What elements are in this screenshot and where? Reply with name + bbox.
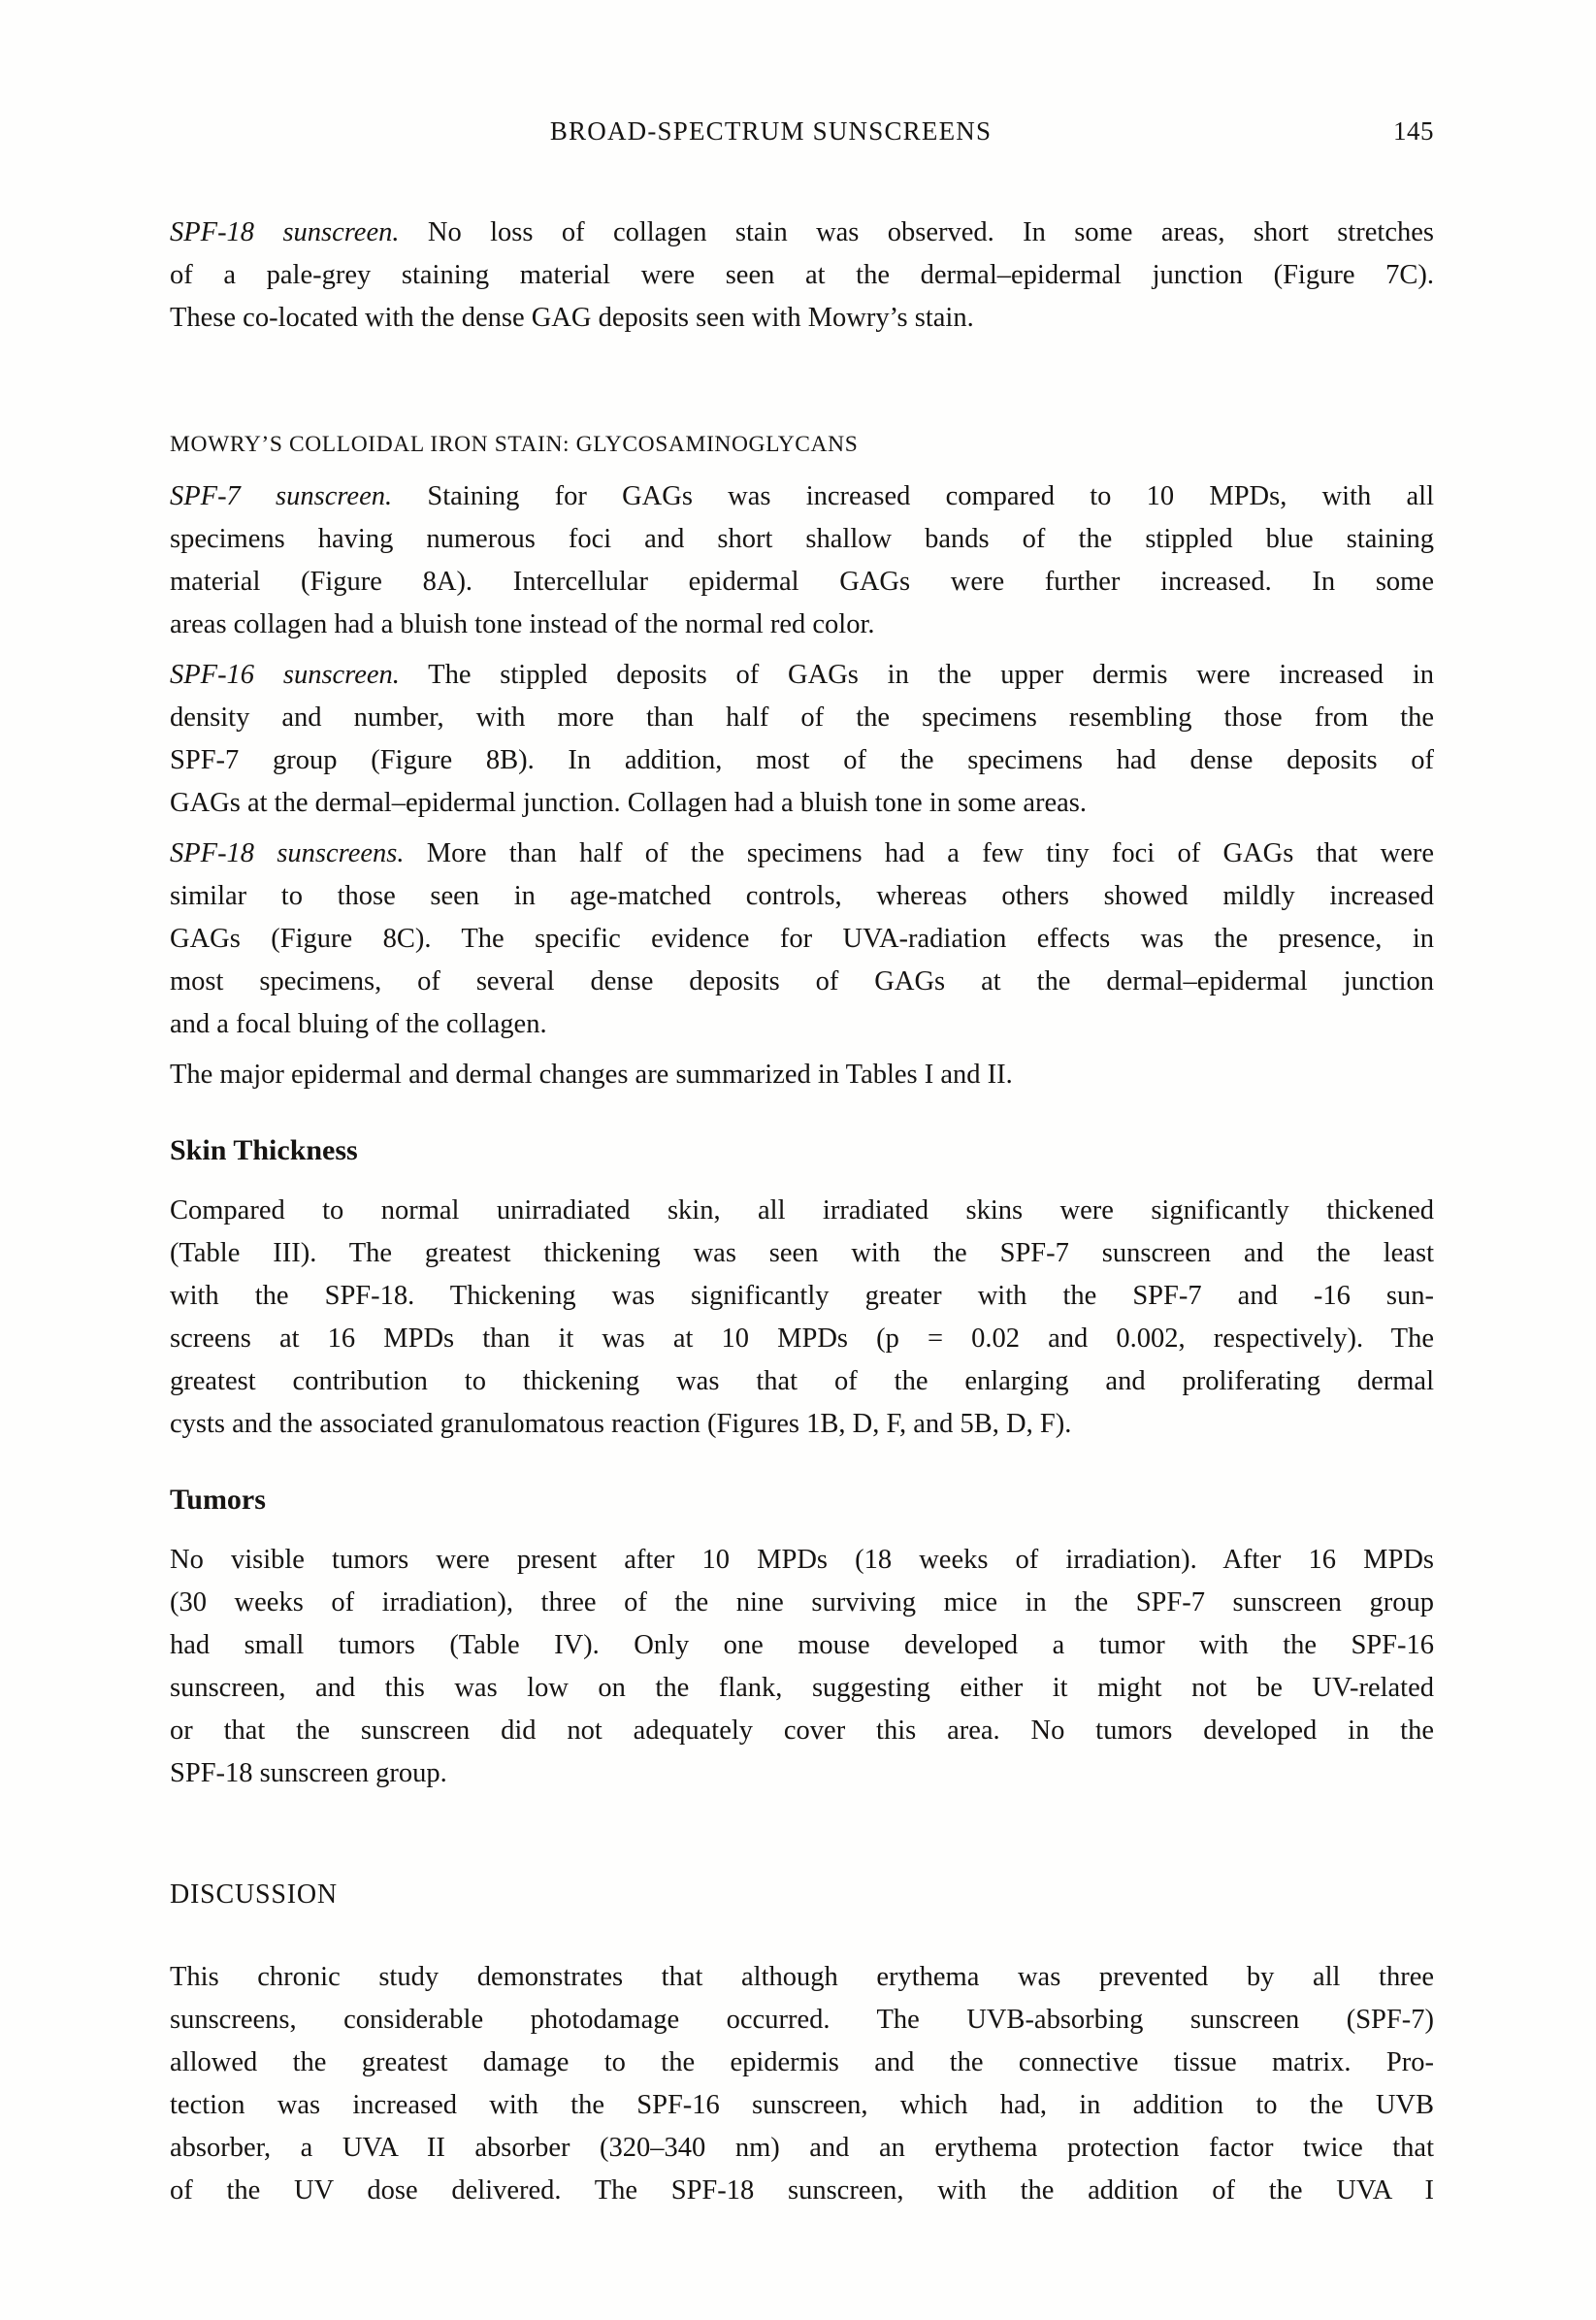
heading-discussion: DISCUSSION (170, 1879, 338, 1910)
text-line: specimens having numerous foci and short shallow bands of the stippled blue staining (170, 524, 1434, 554)
lead-paragraph (170, 833, 1434, 1046)
text-line: cysts and the associated granulomatous reaction (Figures 1B, D, F, and 5B, D, F). (170, 1409, 1072, 1439)
page-body (170, 212, 1434, 2212)
paragraph-lead-italic: SPF-18 sunscreen. (170, 217, 400, 247)
text-line: density and number, with more than half of the specimens resembling those from the (170, 703, 1434, 733)
page-number: 145 (1393, 116, 1434, 146)
text-line: No visible tumors were present after 10 MPDs (18 weeks of irradiation). After 16 MPDs (170, 1545, 1434, 1575)
text-line: SPF-16 sunscreen. The stippled deposits of GAGs in the upper dermis were increased in (170, 660, 1434, 690)
heading-mowry-s-colloidal-iron-stain-glycosamino: MOWRY’S COLLOIDAL IRON STAIN: GLYCOSAMINOGLYCANS (170, 432, 859, 457)
heading-tumors: Tumors (170, 1484, 266, 1516)
paragraph-lead-italic: SPF-7 sunscreen. (170, 481, 393, 511)
text-line: absorber, a UVA II absorber (320–340 nm) and an erythema protection factor twice that (170, 2133, 1434, 2163)
body-paragraph (170, 1054, 1434, 1096)
text-line: allowed the greatest damage to the epidermis and the connective tissue matrix. Pro- (170, 2047, 1434, 2077)
lead-paragraph (170, 475, 1434, 646)
running-header (170, 114, 1434, 157)
heading-skin-thickness: Skin Thickness (170, 1134, 358, 1166)
text-line: greatest contribution to thickening was that of the enlarging and proliferating dermal (170, 1366, 1434, 1396)
text-line: with the SPF-18. Thickening was significantly greater with the SPF-7 and -16 sun- (170, 1281, 1434, 1311)
text-line: SPF-7 sunscreen. Staining for GAGs was increased compared to 10 MPDs, with all (170, 481, 1434, 511)
paragraph-lead-italic: SPF-16 sunscreen. (170, 660, 400, 690)
lead-paragraph (170, 654, 1434, 825)
body-paragraph (170, 1539, 1434, 1795)
running-head-title: BROAD-SPECTRUM SUNSCREENS (549, 116, 993, 146)
text-line: SPF-18 sunscreens. More than half of the specimens had a few tiny foci of GAGs that were (170, 838, 1434, 868)
text-line: These co-located with the dense GAG deposits seen with Mowry’s stain. (170, 303, 974, 333)
text-line: and a focal bluing of the collagen. (170, 1009, 547, 1039)
text-line: SPF-18 sunscreen group. (170, 1758, 447, 1788)
text-line: SPF-7 group (Figure 8B). In addition, most of the specimens had dense deposits of (170, 745, 1434, 775)
text-line: (30 weeks of irradiation), three of the nine surviving mice in the SPF-7 sunscreen group (170, 1587, 1434, 1617)
text-line: material (Figure 8A). Intercellular epidermal GAGs were further increased. In some (170, 567, 1434, 597)
text-line: or that the sunscreen did not adequately cover this area. No tumors developed in the (170, 1715, 1434, 1746)
body-paragraph (170, 1190, 1434, 1446)
text-line: (Table III). The greatest thickening was seen with the SPF-7 sunscreen and the least (170, 1238, 1434, 1268)
lead-paragraph (170, 212, 1434, 340)
text-line: GAGs at the dermal–epidermal junction. Collagen had a bluish tone in some areas. (170, 788, 1087, 818)
text-line: most specimens, of several dense deposits of GAGs at the dermal–epidermal junction (170, 966, 1434, 997)
paragraph-lead-italic: SPF-18 sunscreens. (170, 838, 405, 868)
text-line: Compared to normal unirradiated skin, all irradiated skins were significantly thickened (170, 1195, 1434, 1225)
text-line: GAGs (Figure 8C). The specific evidence for UVA-radiation effects was the presence, in (170, 924, 1434, 954)
text-line: tection was increased with the SPF-16 sunscreen, which had, in addition to the UVB (170, 2090, 1434, 2120)
text-line: of the UV dose delivered. The SPF-18 sunscreen, with the addition of the UVA I (170, 2175, 1434, 2206)
text-line: The major epidermal and dermal changes are summarized in Tables I and II. (170, 1060, 1013, 1090)
text-line: similar to those seen in age-matched controls, whereas others showed mildly increased (170, 881, 1434, 911)
text-line: areas collagen had a bluish tone instead of the normal red color. (170, 609, 875, 639)
text-line: SPF-18 sunscreen. No loss of collagen stain was observed. In some areas, short stretches (170, 217, 1434, 247)
text-line: sunscreens, considerable photodamage occurred. The UVB-absorbing sunscreen (SPF-7) (170, 2005, 1434, 2035)
text-line: had small tumors (Table IV). Only one mouse developed a tumor with the SPF-16 (170, 1630, 1434, 1660)
text-line: screens at 16 MPDs than it was at 10 MPDs (p = 0.02 and 0.002, respectively). The (170, 1323, 1434, 1354)
text-line: of a pale-grey staining material were seen at the dermal–epidermal junction (Figure 7C). (170, 260, 1434, 290)
text-line: This chronic study demonstrates that although erythema was prevented by all three (170, 1962, 1434, 1992)
body-paragraph (170, 1956, 1434, 2212)
text-line: sunscreen, and this was low on the flank, suggesting either it might not be UV-related (170, 1673, 1434, 1703)
